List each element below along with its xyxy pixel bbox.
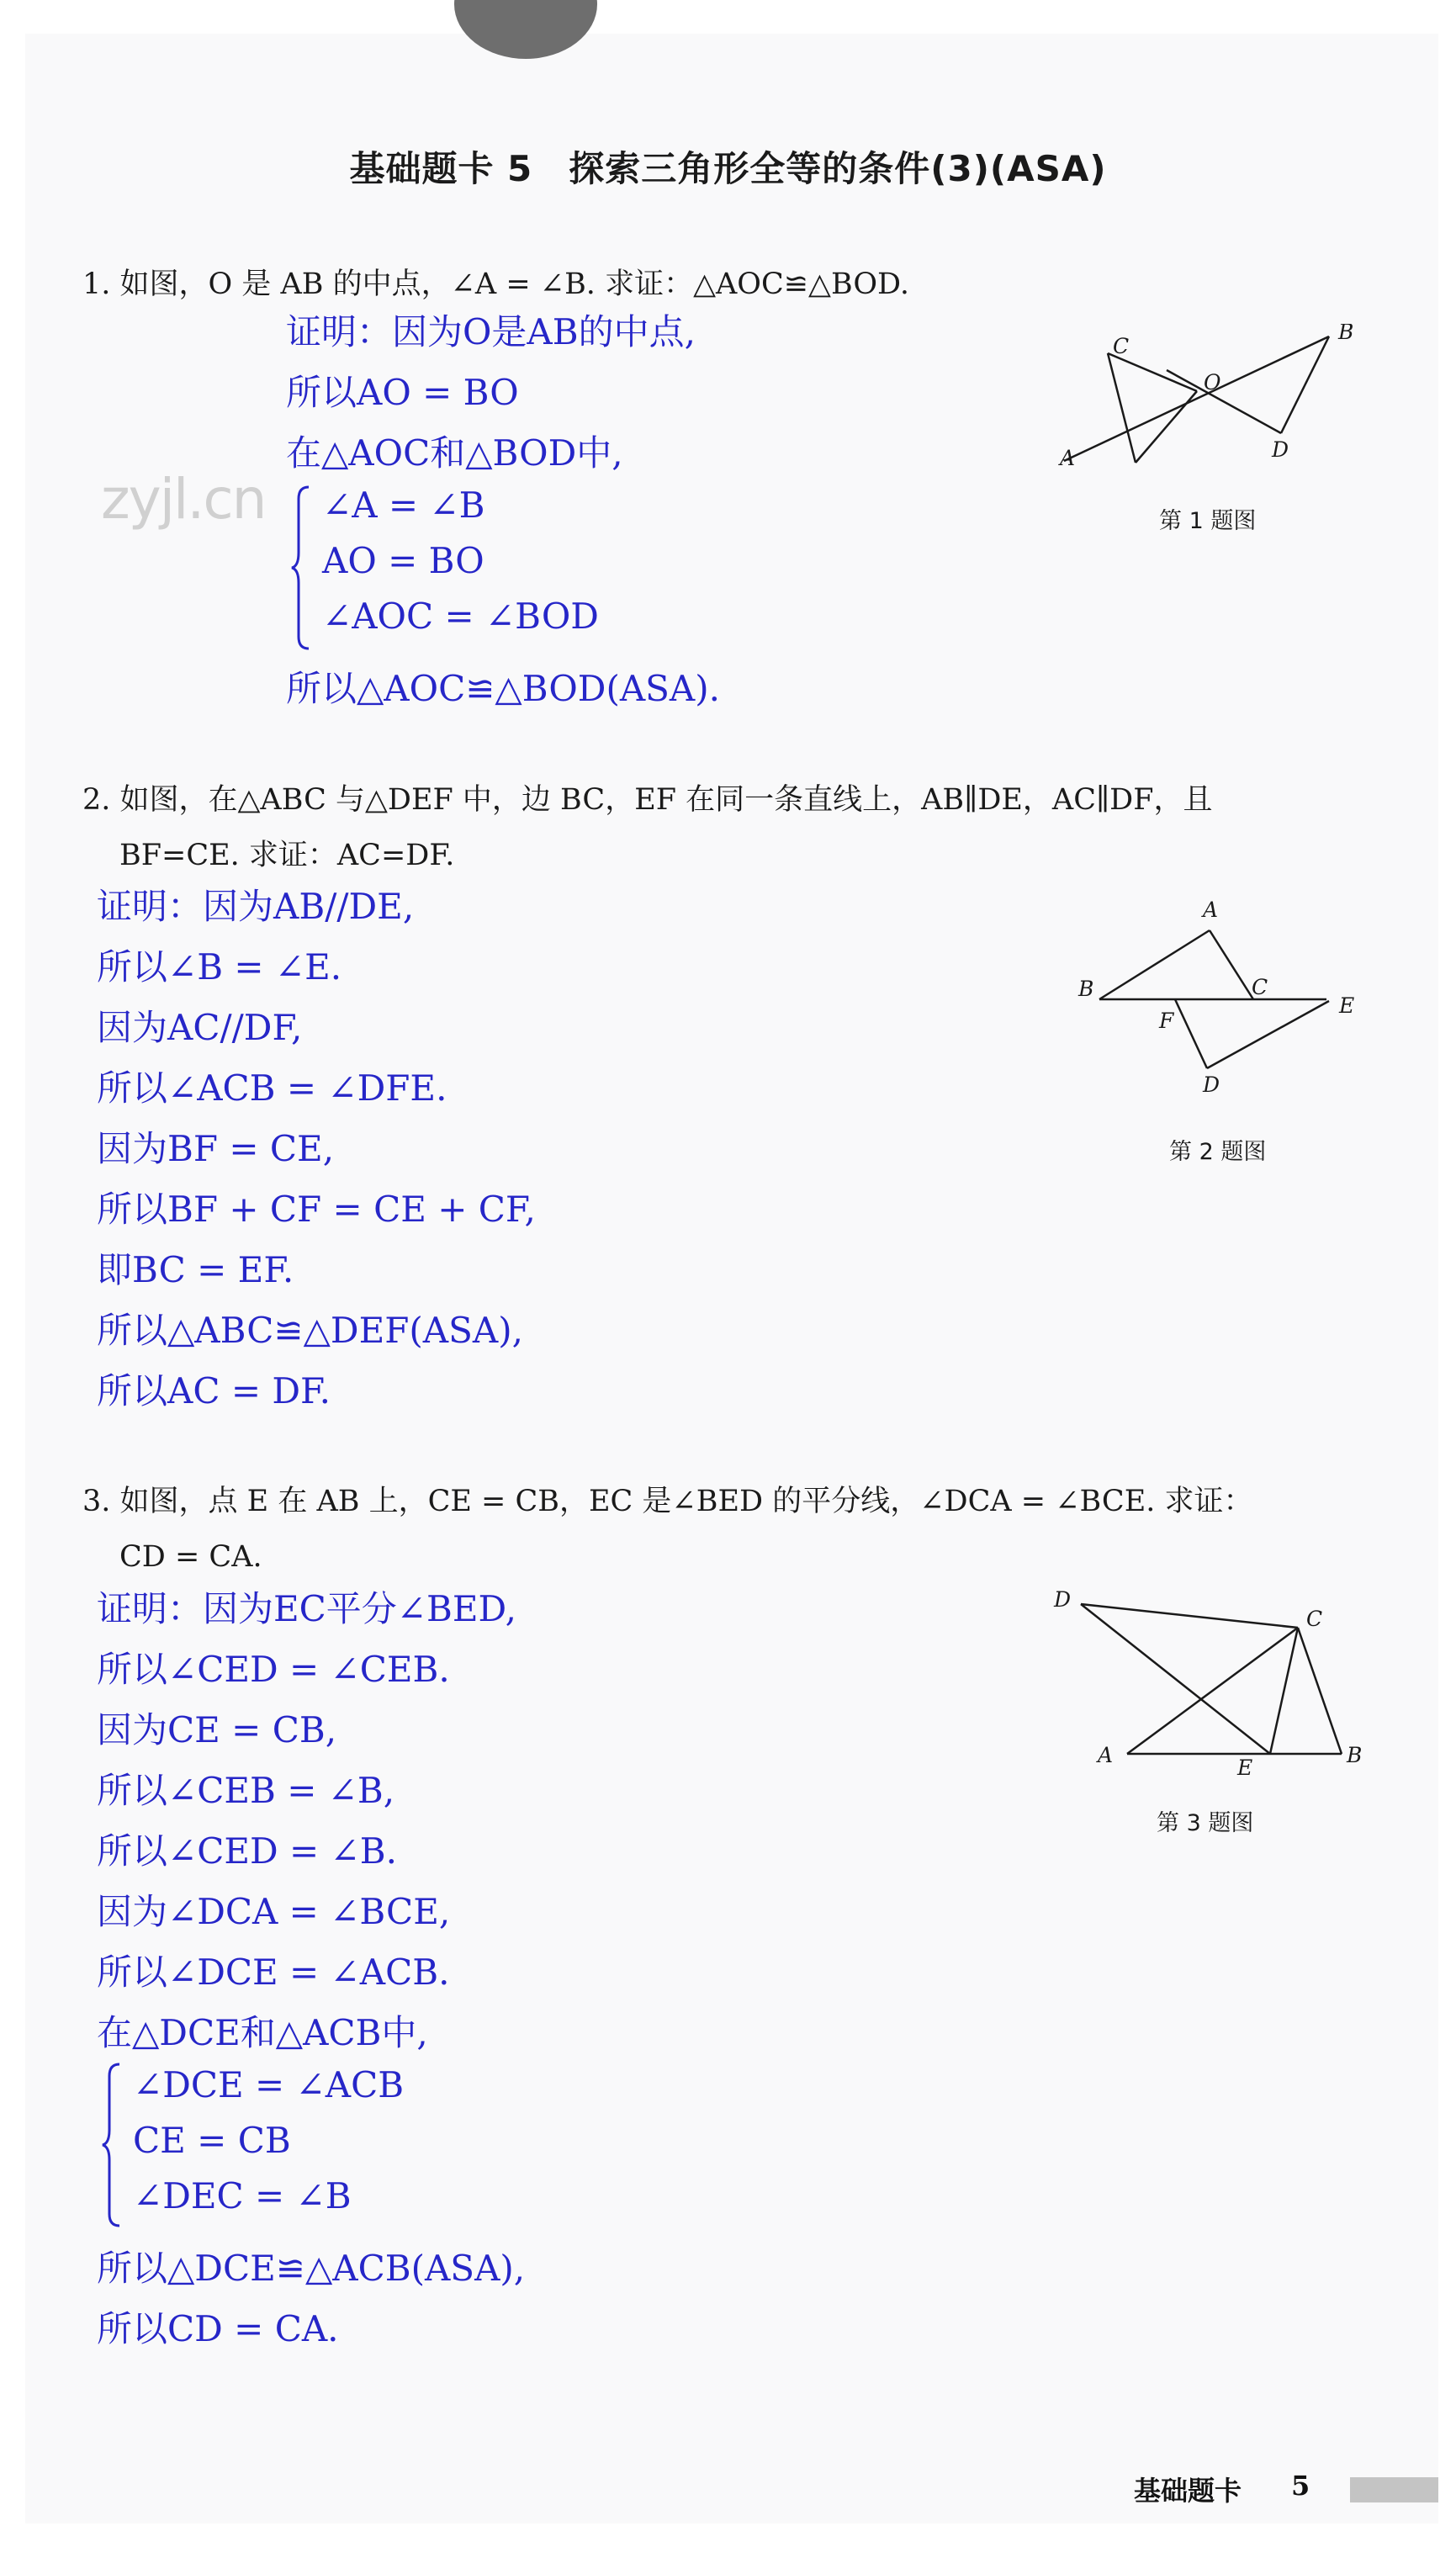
proof-line: 所以CD = CA. — [97, 2308, 339, 2349]
point-label: C — [1252, 975, 1268, 999]
point-label: A — [1098, 1743, 1114, 1767]
question-3-text-line-1: 3. 如图，点 E 在 AB 上，CE = CB，EC 是∠BED 的平分线，∠DCA = ∠BCE. 求证： — [82, 1485, 1253, 1518]
question-3-text-line-2: CD = CA. — [119, 1540, 262, 1574]
watermark: zyjl.cn — [101, 467, 266, 532]
proof-line: 证明：因为O是AB的中点, — [286, 311, 696, 352]
proof-line: 所以∠CED = ∠B. — [97, 1830, 397, 1872]
question-1-text: 1. 如图，O 是 AB 的中点，∠A = ∠B. 求证：△AOC≌△BOD. — [82, 267, 909, 301]
page-number: 5 — [1291, 2470, 1310, 2502]
figure-3-caption: 第 3 题图 — [1157, 1810, 1254, 1836]
proof-line: 所以∠DCE = ∠ACB. — [97, 1952, 450, 1993]
point-label: E — [1339, 993, 1355, 1018]
proof-line: 因为BF = CE, — [97, 1128, 335, 1169]
proof-line: 证明：因为EC平分∠BED, — [97, 1588, 517, 1629]
proof-line: 在△DCE和△ACB中, — [97, 2012, 428, 2053]
point-label: C — [1113, 334, 1130, 358]
proof-line: 因为CE = CB, — [97, 1709, 337, 1750]
curly-brace — [101, 2061, 109, 2229]
proof-line: 因为∠DCA = ∠BCE, — [97, 1891, 451, 1932]
brace-line: ∠A = ∠B — [322, 485, 485, 526]
point-label: A — [1203, 898, 1219, 922]
brace-line: ∠AOC = ∠BOD — [322, 596, 599, 637]
footer-label: 基础题卡 — [1134, 2475, 1242, 2507]
figure-2-caption: 第 2 题图 — [1169, 1139, 1267, 1165]
footer-bar — [1350, 2477, 1438, 2502]
brace-line: AO = BO — [322, 540, 484, 581]
proof-line: 所以∠CEB = ∠B, — [97, 1770, 395, 1811]
point-label: E — [1237, 1756, 1253, 1780]
point-label: B — [1338, 324, 1354, 344]
brace-line: CE = CB — [133, 2120, 291, 2161]
curly-brace — [290, 484, 299, 652]
proof-line: 所以∠ACB = ∠DFE. — [97, 1067, 447, 1109]
point-label: D — [1203, 1072, 1220, 1097]
proof-line: 所以∠B = ∠E. — [97, 946, 342, 988]
page-title: 基础题卡 5 探索三角形全等的条件(3)(ASA) — [349, 148, 1107, 189]
proof-line: 证明：因为AB//DE, — [97, 886, 415, 927]
brace-line: ∠DEC = ∠B — [133, 2175, 352, 2216]
figure-2 — [1068, 892, 1371, 1110]
question-2-text-line-2: BF=CE. 求证：AC=DF. — [119, 839, 455, 872]
point-label: B — [1347, 1743, 1363, 1767]
proof-line: 所以AO = BO — [286, 372, 519, 413]
proof-line: 在△AOC和△BOD中, — [286, 432, 623, 474]
proof-line: 所以∠CED = ∠CEB. — [97, 1649, 450, 1690]
figure-1 — [1056, 324, 1375, 492]
proof-line: 所以△DCE≌△ACB(ASA), — [97, 2248, 526, 2289]
brace-line: ∠DCE = ∠ACB — [133, 2064, 405, 2105]
point-label: A — [1060, 446, 1076, 470]
point-label: D — [1054, 1587, 1072, 1612]
point-label: B — [1078, 977, 1094, 1001]
proof-line: 所以BF + CF = CE + CF, — [97, 1189, 536, 1230]
point-label: O — [1204, 370, 1221, 395]
proof-line: 所以△AOC≌△BOD(ASA). — [286, 668, 720, 709]
point-label: F — [1159, 1009, 1174, 1033]
point-label: D — [1272, 437, 1289, 462]
proof-line: 所以AC = DF. — [97, 1370, 331, 1411]
proof-line: 即BC = EF. — [97, 1249, 294, 1290]
proof-line: 因为AC//DF, — [97, 1007, 303, 1048]
figure-1-caption: 第 1 题图 — [1159, 508, 1257, 534]
point-label: C — [1306, 1607, 1323, 1631]
proof-line: 所以△ABC≌△DEF(ASA), — [97, 1310, 523, 1351]
figure-3 — [1047, 1586, 1384, 1787]
question-2-text-line-1: 2. 如图，在△ABC 与△DEF 中，边 BC，EF 在同一条直线上，AB∥DE，AC∥DF，且 — [82, 783, 1213, 817]
